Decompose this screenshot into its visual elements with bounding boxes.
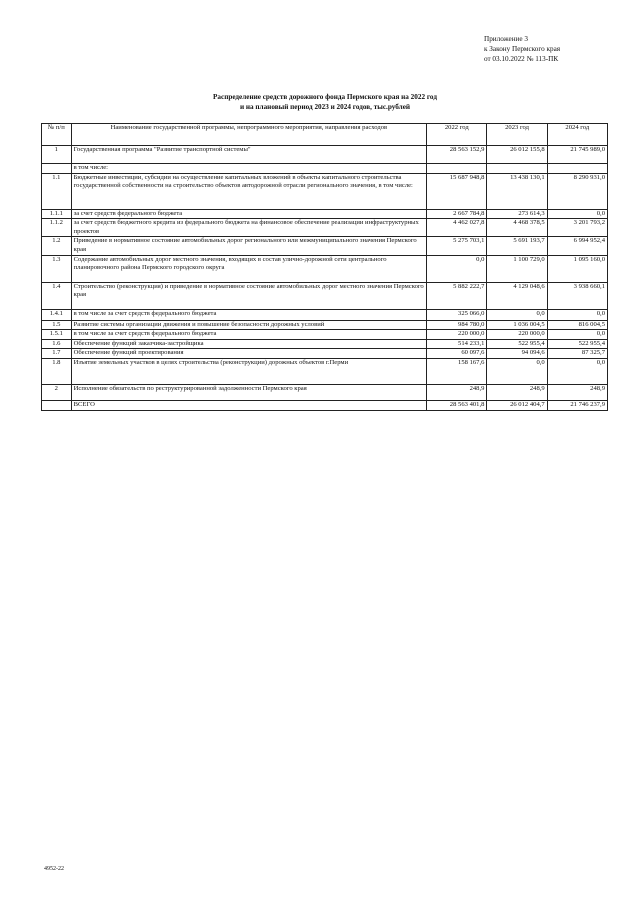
row-2022-cell xyxy=(427,164,487,174)
row-name-cell: Строительство (реконструкция) и приведение в нормативное состояние автомобильных дорог местного значения Пермского края xyxy=(71,282,427,309)
row-number-cell: 1.8 xyxy=(42,358,72,384)
table-row xyxy=(42,146,608,164)
row-2024-cell: 522 955,4 xyxy=(547,339,607,349)
row-2022-cell: 28 563 152,9 xyxy=(427,146,487,164)
row-number-cell: 1.5.1 xyxy=(42,330,72,340)
row-name-cell: Содержание автомобильных дорог местного значения, входящих в состав улично-дорожной сети центрального планировочного района Пермского городского округа xyxy=(71,255,427,282)
header-2022: 2022 год xyxy=(427,124,487,146)
row-number-cell: 1.4 xyxy=(42,282,72,309)
row-name-cell: за счет средств бюджетного кредита из федерального бюджета на финансовое обеспечение реализации инфраструктурных проектов xyxy=(71,219,427,237)
row-2024-cell: 0,0 xyxy=(547,209,607,219)
row-name-cell: в том числе за счет средств федерального бюджета xyxy=(71,330,427,340)
table-row xyxy=(42,330,608,340)
table-row xyxy=(42,349,608,359)
row-2024-cell: 3 938 660,1 xyxy=(547,282,607,309)
row-name-cell: Исполнение обязательств по реструктурированной задолженности Пермского края xyxy=(71,384,427,400)
row-2022-cell: 60 097,6 xyxy=(427,349,487,359)
title-line-1: Распределение средств дорожного фонда Пермского края на 2022 год xyxy=(213,93,437,101)
table-row xyxy=(42,255,608,282)
row-name-cell: ВСЕГО xyxy=(71,400,427,410)
row-number-cell: 1.1 xyxy=(42,173,72,209)
row-2024-cell: 87 325,7 xyxy=(547,349,607,359)
row-name-cell: в том числе за счет средств федерального бюджета xyxy=(71,309,427,320)
document-title xyxy=(40,92,610,112)
table-row xyxy=(42,384,608,400)
row-2023-cell: 522 955,4 xyxy=(487,339,547,349)
appendix-line-3: от 03.10.2022 № 113-ПК xyxy=(484,55,559,63)
appendix-line-2: к Закону Пермского края xyxy=(484,45,561,53)
row-2023-cell: 5 691 193,7 xyxy=(487,237,547,255)
row-2023-cell: 4 129 048,6 xyxy=(487,282,547,309)
row-2024-cell: 0,0 xyxy=(547,358,607,384)
table-row xyxy=(42,400,608,410)
row-name-cell: в том числе: xyxy=(71,164,427,174)
row-number-cell: 1.7 xyxy=(42,349,72,359)
row-2022-cell: 2 667 784,8 xyxy=(427,209,487,219)
row-2024-cell: 8 290 931,0 xyxy=(547,173,607,209)
row-number-cell: 1 xyxy=(42,146,72,164)
row-2023-cell: 26 012 155,8 xyxy=(487,146,547,164)
row-2022-cell: 5 882 222,7 xyxy=(427,282,487,309)
row-name-cell: за счет средств федерального бюджета xyxy=(71,209,427,219)
row-number-cell: 1.6 xyxy=(42,339,72,349)
row-2023-cell: 1 036 004,5 xyxy=(487,320,547,330)
table-row xyxy=(42,209,608,219)
table-row xyxy=(42,282,608,309)
row-2022-cell: 220 000,0 xyxy=(427,330,487,340)
row-number-cell: 1.4.1 xyxy=(42,309,72,320)
header-2024: 2024 год xyxy=(547,124,607,146)
table-row xyxy=(42,219,608,237)
row-2023-cell xyxy=(487,164,547,174)
row-2023-cell: 13 438 130,1 xyxy=(487,173,547,209)
row-2024-cell: 1 095 160,0 xyxy=(547,255,607,282)
row-2023-cell: 1 100 729,0 xyxy=(487,255,547,282)
row-2022-cell: 514 233,1 xyxy=(427,339,487,349)
table-header-row xyxy=(42,124,608,146)
row-2023-cell: 0,0 xyxy=(487,309,547,320)
row-number-cell xyxy=(42,400,72,410)
table-row xyxy=(42,164,608,174)
row-name-cell: Приведение в нормативное состояние автомобильных дорог регионального или межмуниципального значения Пермского края xyxy=(71,237,427,255)
row-2022-cell: 158 167,6 xyxy=(427,358,487,384)
title-line-2: и на плановый период 2023 и 2024 годов, тыс.рублей xyxy=(239,103,411,111)
appendix-block xyxy=(484,34,560,64)
row-2024-cell: 21 745 989,0 xyxy=(547,146,607,164)
row-number-cell: 1.2 xyxy=(42,237,72,255)
row-2024-cell xyxy=(547,164,607,174)
appendix-line-1: Приложение 3 xyxy=(484,35,528,43)
row-number-cell: 1.1.2 xyxy=(42,219,72,237)
row-2024-cell: 248,9 xyxy=(547,384,607,400)
row-name-cell: Развитие системы организации движения и повышение безопасности дорожных условий xyxy=(71,320,427,330)
row-2024-cell: 0,0 xyxy=(547,309,607,320)
row-2024-cell: 21 746 237,9 xyxy=(547,400,607,410)
row-2023-cell: 248,9 xyxy=(487,384,547,400)
row-2024-cell: 3 201 793,2 xyxy=(547,219,607,237)
row-2023-cell: 273 614,3 xyxy=(487,209,547,219)
row-name-cell: Изъятие земельных участков в целях строительства (реконструкции) дорожных объектов г.Перми xyxy=(71,358,427,384)
table-row xyxy=(42,320,608,330)
header-num: № п/п xyxy=(42,124,72,146)
row-name-cell: Обеспечение функций проектирования xyxy=(71,349,427,359)
row-2022-cell: 248,9 xyxy=(427,384,487,400)
row-number-cell: 2 xyxy=(42,384,72,400)
row-name-cell: Обеспечение функций заказчика-застройщика xyxy=(71,339,427,349)
row-2022-cell: 325 066,0 xyxy=(427,309,487,320)
row-number-cell: 1.1.1 xyxy=(42,209,72,219)
header-name: Наименование государственной программы, непрограммного мероприятия, направления расходов xyxy=(71,124,427,146)
row-2022-cell: 15 687 948,8 xyxy=(427,173,487,209)
row-name-cell: Бюджетные инвестиции, субсидии на осуществление капитальных вложений в объекты капитального строительства государственной собственности на строительство объектов автодорожной отрасли регионального значения, в том числе: xyxy=(71,173,427,209)
table-row xyxy=(42,173,608,209)
row-2024-cell: 6 994 952,4 xyxy=(547,237,607,255)
row-2023-cell: 26 012 404,7 xyxy=(487,400,547,410)
table-row xyxy=(42,237,608,255)
road-fund-table xyxy=(41,123,608,411)
row-2022-cell: 984 780,0 xyxy=(427,320,487,330)
row-number-cell xyxy=(42,164,72,174)
row-2023-cell: 94 094,6 xyxy=(487,349,547,359)
row-number-cell: 1.5 xyxy=(42,320,72,330)
row-2023-cell: 0,0 xyxy=(487,358,547,384)
footer-code: 4952-22 xyxy=(44,866,64,872)
row-2022-cell: 4 462 027,8 xyxy=(427,219,487,237)
row-2022-cell: 28 563 401,8 xyxy=(427,400,487,410)
table-row xyxy=(42,339,608,349)
table-row xyxy=(42,358,608,384)
row-2024-cell: 0,0 xyxy=(547,330,607,340)
row-2024-cell: 816 004,5 xyxy=(547,320,607,330)
row-number-cell: 1.3 xyxy=(42,255,72,282)
row-2022-cell: 5 275 703,1 xyxy=(427,237,487,255)
table-row xyxy=(42,309,608,320)
header-2023: 2023 год xyxy=(487,124,547,146)
row-2022-cell: 0,0 xyxy=(427,255,487,282)
table-body xyxy=(42,146,608,411)
row-2023-cell: 4 468 378,5 xyxy=(487,219,547,237)
row-2023-cell: 220 000,0 xyxy=(487,330,547,340)
row-name-cell: Государственная программа "Развитие транспортной системы" xyxy=(71,146,427,164)
